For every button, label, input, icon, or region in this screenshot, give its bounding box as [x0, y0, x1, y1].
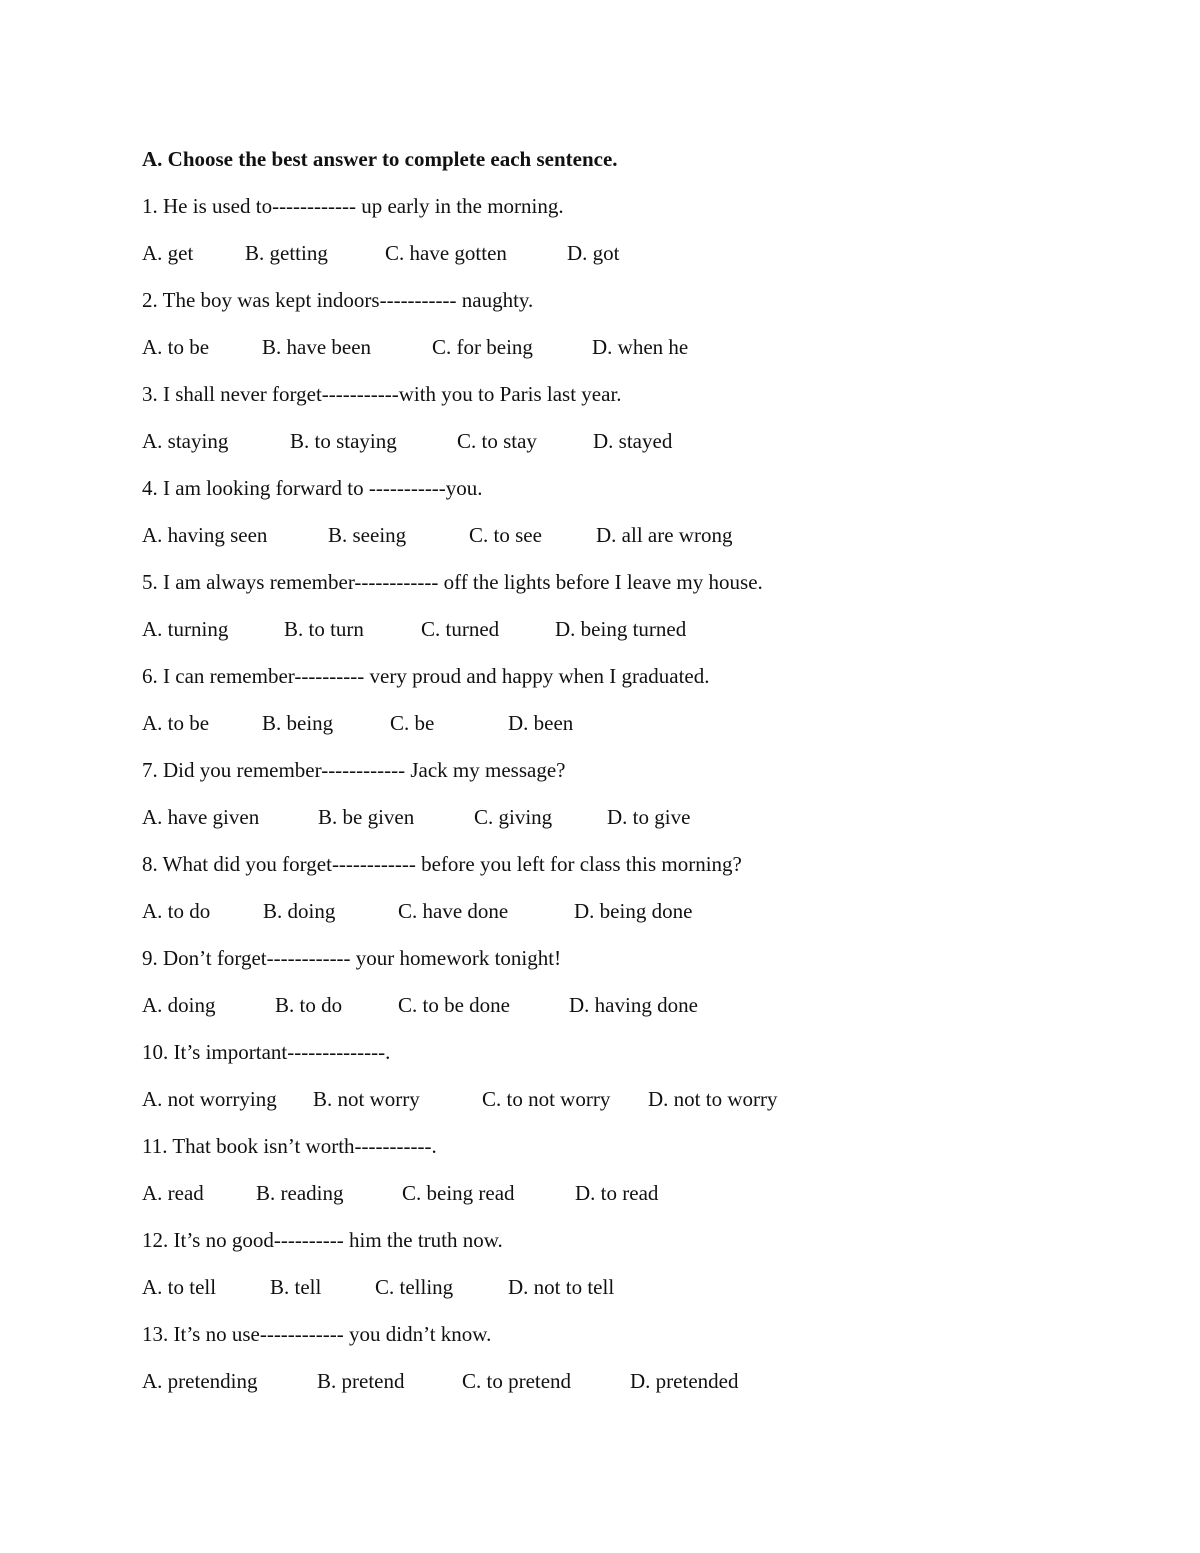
question-13: 13. It’s no use------------ you didn’t know. [142, 1322, 492, 1346]
question-10: 10. It’s important--------------. [142, 1040, 391, 1064]
option-a: A. to be [142, 335, 210, 359]
section-heading: A. Choose the best answer to complete each sentence. [142, 147, 618, 171]
option-a: A. read [142, 1181, 204, 1205]
option-a: A. doing [142, 993, 216, 1017]
option-b: B. not worry [313, 1087, 420, 1111]
option-d: D. got [567, 241, 620, 265]
option-c: C. to not worry [482, 1087, 611, 1111]
option-a: A. having seen [142, 523, 268, 547]
option-c: C. for being [432, 335, 533, 359]
option-c: C. to pretend [462, 1369, 572, 1393]
option-d: D. not to worry [648, 1087, 778, 1111]
options-13 [142, 1358, 1122, 1405]
option-b: B. seeing [328, 523, 407, 547]
option-d: D. stayed [593, 429, 673, 453]
option-a: A. get [142, 241, 194, 265]
option-d: D. pretended [630, 1369, 739, 1393]
option-d: D. having done [569, 993, 698, 1017]
options-3 [142, 418, 1122, 465]
option-c: C. have done [398, 899, 509, 923]
option-d: D. to read [575, 1181, 659, 1205]
question-6: 6. I can remember---------- very proud and happy when I graduated. [142, 664, 710, 688]
option-a: A. to be [142, 711, 210, 735]
question-5: 5. I am always remember------------ off the lights before I leave my house. [142, 570, 763, 594]
option-c: C. giving [474, 805, 553, 829]
options-7 [142, 794, 1122, 841]
option-d: D. when he [592, 335, 689, 359]
option-c: C. being read [402, 1181, 515, 1205]
option-b: B. tell [270, 1275, 322, 1299]
option-b: B. reading [256, 1181, 344, 1205]
option-a: A. staying [142, 429, 229, 453]
options-5 [142, 606, 1122, 653]
option-c: C. to see [469, 523, 542, 547]
option-a: A. to do [142, 899, 211, 923]
option-d: D. all are wrong [596, 523, 733, 547]
question-7: 7. Did you remember------------ Jack my message? [142, 758, 566, 782]
option-a: A. not worrying [142, 1087, 277, 1111]
options-9 [142, 982, 1122, 1029]
question-11: 11. That book isn’t worth-----------. [142, 1134, 437, 1158]
options-6 [142, 700, 1122, 747]
options-2 [142, 324, 1122, 371]
option-a: A. pretending [142, 1369, 258, 1393]
option-d: D. being done [574, 899, 693, 923]
options-10 [142, 1076, 1122, 1123]
option-a: A. have given [142, 805, 260, 829]
option-d: D. not to tell [508, 1275, 615, 1299]
option-b: B. to do [275, 993, 343, 1017]
question-12: 12. It’s no good---------- him the truth now. [142, 1228, 503, 1252]
option-d: D. to give [607, 805, 691, 829]
option-c: C. have gotten [385, 241, 507, 265]
option-d: D. been [508, 711, 574, 735]
question-9: 9. Don’t forget------------ your homework tonight! [142, 946, 562, 970]
option-b: B. be given [318, 805, 415, 829]
worksheet [142, 136, 1122, 1405]
option-c: C. be [390, 711, 435, 735]
option-c: C. turned [421, 617, 500, 641]
question-2: 2. The boy was kept indoors----------- naughty. [142, 288, 534, 312]
options-12 [142, 1264, 1122, 1311]
options-8 [142, 888, 1122, 935]
option-b: B. being [262, 711, 334, 735]
question-3: 3. I shall never forget-----------with you to Paris last year. [142, 382, 622, 406]
option-c: C. telling [375, 1275, 454, 1299]
options-4 [142, 512, 1122, 559]
option-b: B. to turn [284, 617, 364, 641]
question-1: 1. He is used to------------ up early in the morning. [142, 194, 564, 218]
option-d: D. being turned [555, 617, 687, 641]
question-4: 4. I am looking forward to -----------you. [142, 476, 483, 500]
option-b: B. have been [262, 335, 372, 359]
option-a: A. turning [142, 617, 229, 641]
option-b: B. pretend [317, 1369, 405, 1393]
option-a: A. to tell [142, 1275, 217, 1299]
question-8: 8. What did you forget------------ before you left for class this morning? [142, 852, 742, 876]
option-b: B. getting [245, 241, 328, 265]
option-c: C. to be done [398, 993, 510, 1017]
option-c: C. to stay [457, 429, 537, 453]
option-b: B. to staying [290, 429, 397, 453]
options-1 [142, 230, 1122, 277]
option-b: B. doing [263, 899, 336, 923]
options-11 [142, 1170, 1122, 1217]
